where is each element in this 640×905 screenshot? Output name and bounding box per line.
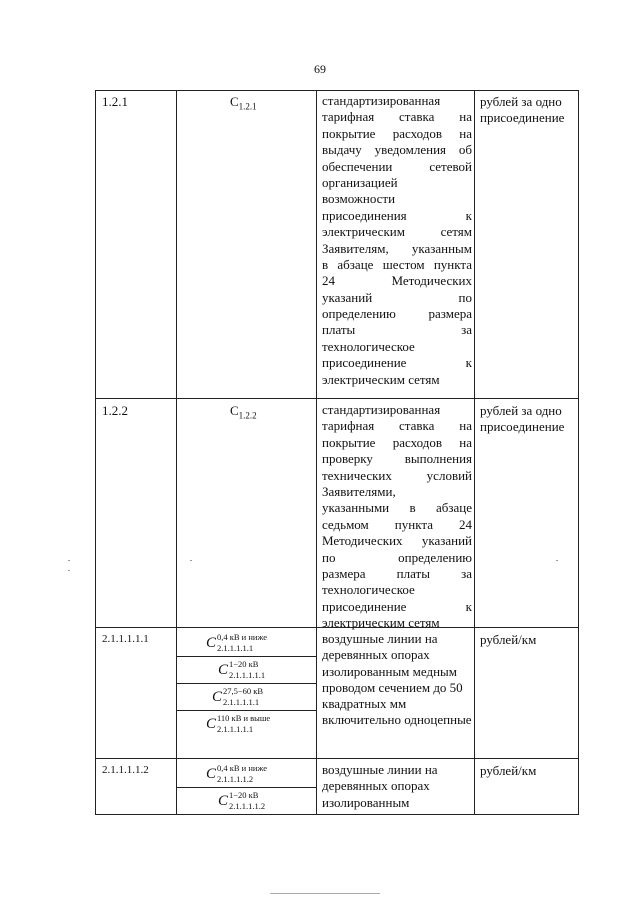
- row-code: 1.2.1: [102, 94, 128, 109]
- tariff-symbol: C 0,4 кВ и ниже 2.1.1.1.1.2: [206, 763, 267, 784]
- symbol-divider: [176, 710, 316, 711]
- tariff-symbol: $С_{1.2.1}$: [230, 94, 257, 112]
- column-divider: [474, 91, 475, 814]
- row-unit: рублей/км: [480, 632, 537, 647]
- row-description: воздушные линии на деревянных опорах изолированным медным проводом сечением до 50 квадратных мм включительно одноцепные: [322, 631, 472, 728]
- row-unit: рублей/км: [480, 763, 537, 778]
- row-code: 1.2.2: [102, 403, 128, 418]
- scan-mark: [68, 570, 70, 571]
- row-code: 2.1.1.1.1.2: [102, 764, 149, 776]
- tariff-symbol: C 27,5−60 кВ 2.1.1.1.1.1: [212, 686, 264, 707]
- row-unit: рублей за одно присоединение: [480, 403, 565, 434]
- page-number: 69: [314, 62, 326, 76]
- tariff-symbol: C 1−20 кВ 2.1.1.1.1.2: [218, 790, 266, 811]
- scan-mark: [190, 560, 192, 561]
- row-code: 2.1.1.1.1.1: [102, 633, 149, 645]
- row-description: стандартизированная тарифная ставка на покрытие расходов на проверку выполнения технических условий Заявителями, указанными в абзаце седьмом пункта 24 Методических указаний по определению размера платы за технологическое присоединение к электрическим сетям: [322, 402, 472, 631]
- symbol-divider: [176, 656, 316, 657]
- tariff-symbol: C 1−20 кВ 2.1.1.1.1.1: [218, 659, 266, 680]
- column-divider: [176, 91, 177, 814]
- tariff-symbol: C 110 кВ и выше 2.1.1.1.1.1: [206, 713, 271, 734]
- scan-mark: [68, 560, 70, 561]
- row-unit: рублей за одно присоединение: [480, 94, 565, 125]
- tariff-table: [95, 90, 579, 815]
- tariff-symbol: C 0,4 кВ и ниже 2.1.1.1.1.1: [206, 632, 267, 653]
- column-divider: [316, 91, 317, 814]
- symbol-divider: [176, 787, 316, 788]
- row-divider: [96, 758, 578, 759]
- symbol-divider: [176, 683, 316, 684]
- scan-mark: [270, 893, 380, 894]
- row-description: воздушные линии на деревянных опорах изолированным: [322, 762, 438, 810]
- row-divider: [96, 398, 578, 399]
- scan-mark: [556, 560, 558, 561]
- row-description: стандартизированная тарифная ставка на покрытие расходов на выдачу уведомления об обеспечении сетевой организацией возможности присоединения к электрическим сетям Заявителям, указанным в абзаце шестом пункта 24 Методических указаний по определению размера платы за технологическое присоединение к электрическим сетям: [322, 93, 472, 387]
- tariff-symbol: $С_{1.2.2}$: [230, 403, 257, 421]
